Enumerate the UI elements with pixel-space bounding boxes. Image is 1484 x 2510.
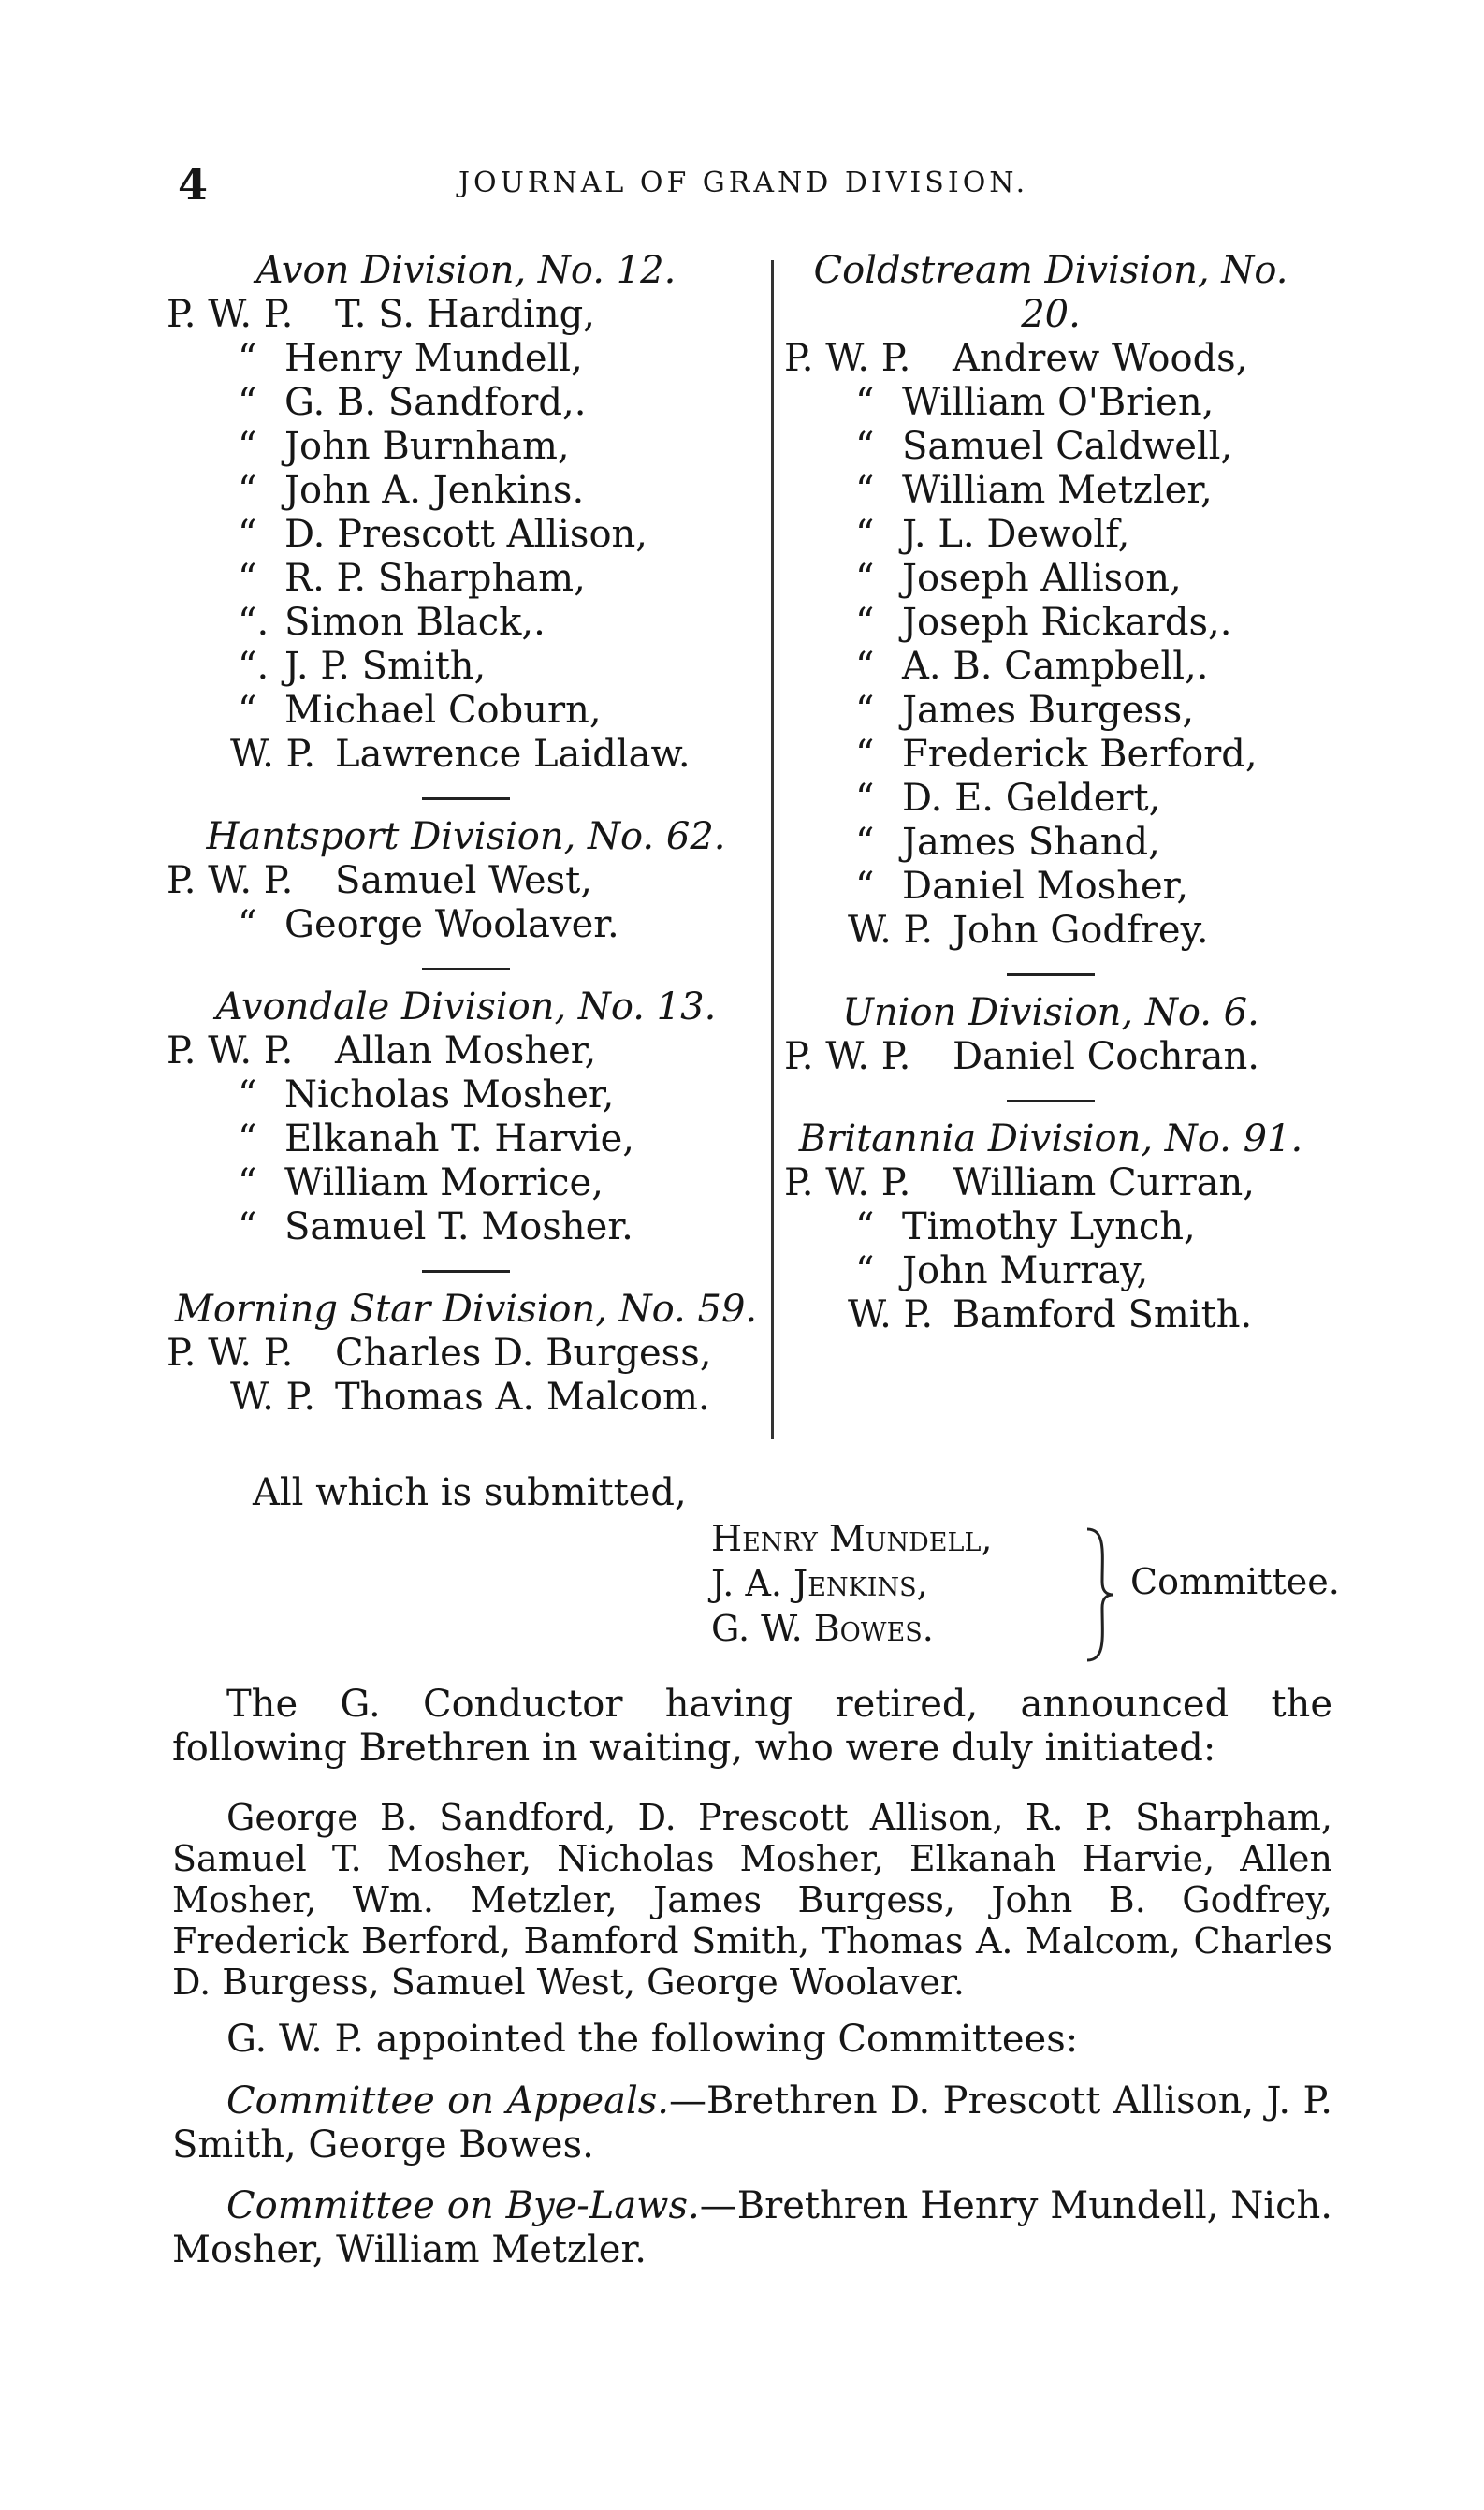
member-name: D. E. Geldert, [902,777,1161,820]
member-entry [784,865,1317,909]
appeals-text: —Brethren D. Prescott Allison, J. P. Smith, George Bowes. [172,2080,1332,2167]
ditto-mark: “ [855,1205,875,1248]
member-name: J. L. Dewolf, [902,513,1130,556]
member-name: G. B. Sandford,. [284,381,587,424]
member-entry [784,1161,1317,1205]
member-entry [784,381,1317,425]
left-column [167,249,765,1420]
conductor-paragraph: The G. Conductor having retired, announced the following Brethren in waiting, who were duly initiated: [172,1683,1332,1770]
appeals-paragraph [172,2080,1332,2167]
member-entry [167,601,765,645]
member-name: John Burnham, [284,425,570,468]
member-name: J. P. Smith, [284,645,487,688]
member-entry [784,1205,1317,1249]
member-name: James Burgess, [902,689,1195,732]
committee-members [711,1516,992,1651]
ditto-mark: “. [238,645,269,688]
section-separator [422,1270,510,1273]
ditto-mark: “ [855,469,875,512]
ditto-mark: “ [238,1205,257,1248]
member-entry [167,1205,765,1249]
member-entry [784,645,1317,689]
division-heading: Union Division, No. 6. [842,991,1259,1034]
member-name: D. Prescott Allison, [284,513,648,556]
page-number: 4 [178,159,209,210]
member-role: W. P. [230,733,316,776]
member-entry [784,1293,1317,1337]
member-role: P. W. P. [784,337,911,380]
ditto-mark: “ [855,381,875,424]
member-entry [167,381,765,425]
ditto-mark: “. [238,601,269,644]
member-name: James Shand, [902,821,1160,864]
member-entry [167,689,765,733]
member-entry [167,859,765,903]
division-heading: Britannia Division, No. 91. [798,1117,1303,1160]
member-entry [167,425,765,469]
member-name: Michael Coburn, [284,689,602,732]
committee-member: G. W. Bowes. [711,1608,934,1649]
member-name: William Curran, [953,1161,1256,1204]
ditto-mark: “ [855,557,875,600]
member-name: Samuel West, [335,859,592,902]
member-name: Frederick Berford, [902,733,1258,776]
member-role: W. P. [230,1376,316,1419]
member-entry [784,513,1317,557]
ditto-mark: “ [238,337,257,380]
right-column [784,249,1317,1337]
member-role: P. W. P. [167,1332,294,1375]
member-role: P. W. P. [784,1035,911,1078]
member-entry [167,733,765,777]
ditto-mark: “ [855,513,875,556]
member-role: P. W. P. [167,859,294,902]
member-name: R. P. Sharpham, [284,557,586,600]
member-entry [784,337,1317,381]
ditto-mark: “ [855,777,875,820]
member-role: W. P. [848,1293,934,1336]
member-name: Samuel Caldwell, [902,425,1233,468]
member-name: William Morrice, [284,1161,604,1204]
section-separator [1007,973,1095,976]
member-name: John Godfrey. [953,909,1209,952]
division-heading: Morning Star Division, No. 59. [174,1288,758,1331]
member-entry [167,1376,765,1420]
committees-intro: G. W. P. appointed the following Committees: [226,2018,1079,2061]
ditto-mark: “ [238,1161,257,1204]
ditto-mark: “ [238,903,257,946]
member-name: Elkanah T. Harvie, [284,1117,635,1160]
member-name: Nicholas Mosher, [284,1073,615,1116]
division-heading: Hantsport Division, No. 62. [206,815,726,858]
member-name: Daniel Cochran. [953,1035,1259,1078]
member-entry [167,903,765,947]
member-entry [784,909,1317,953]
member-name: Thomas A. Malcom. [335,1376,710,1419]
section-separator [422,968,510,970]
member-name: William O'Brien, [902,381,1215,424]
ditto-mark: “ [855,645,875,688]
member-entry [784,1035,1317,1079]
brace-icon [1082,1525,1119,1664]
member-name: Lawrence Laidlaw. [335,733,691,776]
running-title: JOURNAL OF GRAND DIVISION. [458,167,1029,199]
ditto-mark: “ [855,601,875,644]
column-rule [771,260,774,1439]
member-name: Samuel T. Mosher. [284,1205,633,1248]
ditto-mark: “ [238,425,257,468]
member-entry [784,689,1317,733]
member-entry [167,513,765,557]
member-entry [167,1332,765,1376]
member-entry [167,469,765,513]
appeals-heading: Committee on Appeals. [226,2080,669,2123]
member-entry [167,557,765,601]
ditto-mark: “ [238,689,257,732]
member-entry [784,733,1317,777]
member-entry [167,337,765,381]
member-name: John Murray, [902,1249,1149,1292]
member-name: Allan Mosher, [335,1029,597,1073]
member-entry [784,557,1317,601]
ditto-mark: “ [855,1249,875,1292]
member-entry [167,293,765,337]
division-heading: Avon Division, No. 12. [255,249,677,292]
ditto-mark: “ [238,469,257,512]
member-entry [784,425,1317,469]
member-entry [167,1117,765,1161]
ditto-mark: “ [238,557,257,600]
member-role: P. W. P. [167,293,294,336]
member-entry [167,1161,765,1205]
member-entry [784,821,1317,865]
member-name: Timothy Lynch, [902,1205,1196,1248]
member-entry [784,1249,1317,1293]
member-name: Joseph Rickards,. [902,601,1232,644]
ditto-mark: “ [238,513,257,556]
signoff: All which is submitted, [253,1471,687,1514]
member-name: Charles D. Burgess, [335,1332,712,1375]
member-entry [167,645,765,689]
committee-member: J. A. Jenkins, [711,1563,928,1604]
member-name: Simon Black,. [284,601,546,644]
initiates-paragraph: George B. Sandford, D. Prescott Allison, R. P. Sharpham, Samuel T. Mosher, Nicholas Mosher, Elkanah Harvie, Allen Mosher, Wm. Metzler, James Burgess, John B. Godfrey, Frederick Berford, Bamford Smith, Thomas A. Malcom, Charles D. Burgess, Samuel West, George Woolaver. [172,1797,1332,2003]
ditto-mark: “ [238,1117,257,1160]
member-name: George Woolaver. [284,903,619,946]
member-role: W. P. [848,909,934,952]
member-entry [784,601,1317,645]
member-name: T. S. Harding, [335,293,595,336]
running-head [178,159,1310,215]
ditto-mark: “ [238,1073,257,1116]
committee-member: Henry Mundell, [711,1518,993,1559]
member-name: William Metzler, [902,469,1213,512]
ditto-mark: “ [855,425,875,468]
member-role: P. W. P. [784,1161,911,1204]
division-heading: Avondale Division, No. 13. [215,985,717,1029]
member-role: P. W. P. [167,1029,294,1073]
ditto-mark: “ [855,865,875,908]
byelaws-text: —Brethren Henry Mundell, Nich. Mosher, William Metzler. [172,2184,1332,2271]
ditto-mark: “ [855,733,875,776]
byelaws-heading: Committee on Bye-Laws. [226,2184,700,2227]
ditto-mark: “ [238,381,257,424]
ditto-mark: “ [855,689,875,732]
member-name: Henry Mundell, [284,337,583,380]
member-name: John A. Jenkins. [284,469,585,512]
byelaws-paragraph [172,2184,1332,2272]
member-entry [167,1073,765,1117]
member-entry [167,1029,765,1073]
member-entry [784,469,1317,513]
member-name: Daniel Mosher, [902,865,1189,908]
member-name: Andrew Woods, [953,337,1248,380]
ditto-mark: “ [855,821,875,864]
member-name: A. B. Campbell,. [902,645,1209,688]
member-name: Bamford Smith. [953,1293,1253,1336]
member-name: Joseph Allison, [902,557,1182,600]
section-separator [1007,1100,1095,1102]
division-heading: Coldstream Division, No. 20. [813,249,1288,336]
committee-label: Committee. [1130,1561,1340,1602]
member-entry [784,777,1317,821]
section-separator [422,797,510,800]
